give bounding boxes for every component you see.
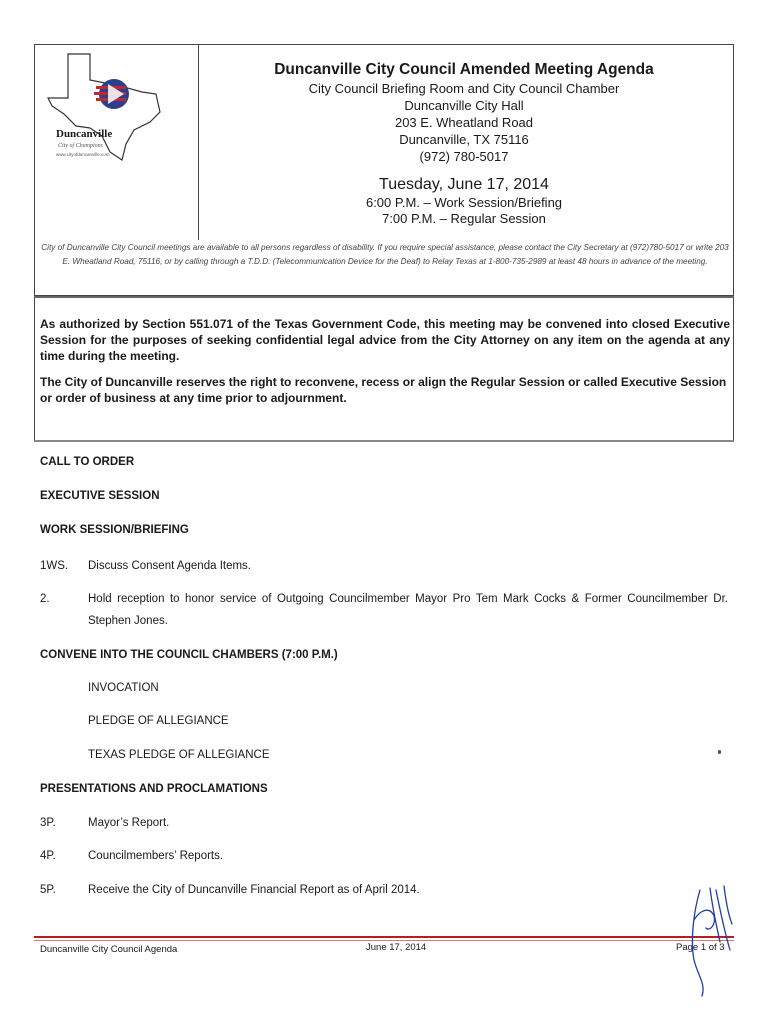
reconvene-notice: The City of Duncanville reserves the right to reconvene, recess or align the Regular Session or called Executive Session or order of business at any time prior to adjournment.	[40, 375, 727, 405]
address-line-phone: (972) 780-5017	[419, 149, 509, 164]
title-block	[198, 60, 730, 227]
logo-tagline: City of Champions	[58, 143, 104, 149]
logo-city-name: Duncanville	[56, 128, 113, 140]
invocation-item: INVOCATION	[88, 682, 159, 694]
scan-speck	[718, 750, 721, 754]
executive-session-heading: EXECUTIVE SESSION	[40, 490, 160, 502]
item-3p-text: Mayor’s Report.	[88, 817, 170, 829]
item-2-text: Hold reception to honor service of Outgoing Councilmember Mayor Pro Tem Mark Cocks & Former Councilmember Dr. Stephen Jones.	[88, 593, 728, 627]
work-session-heading: WORK SESSION/BRIEFING	[40, 524, 189, 536]
executive-session-notice: As authorized by Section 551.071 of the Texas Government Code, this meeting may be convened into closed Executive Session for the purposes of seeking confidential legal advice from the City Attorney on any item on the agenda at any time during the meeting.	[40, 317, 730, 363]
presentations-heading: PRESENTATIONS AND PROCLAMATIONS	[40, 783, 268, 795]
item-4p-number: 4P.	[40, 850, 56, 862]
item-1ws-number: 1WS.	[40, 560, 69, 572]
signature-initials-icon	[680, 880, 736, 1000]
item-5p-number: 5P.	[40, 884, 56, 896]
convene-heading: CONVENE INTO THE COUNCIL CHAMBERS (7:00 P.M.)	[40, 649, 338, 661]
item-3p-number: 3P.	[40, 817, 56, 829]
item-2-number: 2.	[40, 593, 50, 605]
footer-document-name: Duncanville City Council Agenda	[40, 944, 178, 955]
address-line-city: Duncanville, TX 75116	[399, 132, 529, 147]
footer-page-number: Page 1 of 3	[676, 942, 725, 953]
notice-divider	[34, 440, 734, 442]
call-to-order-heading: CALL TO ORDER	[40, 456, 135, 468]
accessibility-notice: City of Duncanville City Council meetings are available to all persons regardless of disability. If you require special assistance, please contact the City Secretary at (972)780-5017 or write 203 E. Wheatland Road, 75116, or by calling through a T.D.D. (Telecommunication Device for the Deaf) to Relay Texas at 1-800-735-2989 at least 48 hours in advance of the meeting.	[41, 243, 729, 266]
footer-rule-thin	[34, 940, 734, 941]
logo-url: www.cityofduncanville.com	[56, 152, 110, 157]
texas-pledge-item: TEXAS PLEDGE OF ALLEGIANCE	[88, 749, 270, 761]
meeting-date: Tuesday, June 17, 2014	[379, 176, 549, 193]
work-session-time: 6:00 P.M. – Work Session/Briefing	[365, 195, 563, 210]
footer-rule	[34, 936, 734, 938]
item-5p-text: Receive the City of Duncanville Financial Report as of April 2014.	[88, 884, 420, 896]
address-line-venue: City Council Briefing Room and City Council Chamber	[308, 81, 620, 96]
item-1ws-text: Discuss Consent Agenda Items.	[88, 560, 251, 572]
pledge-item: PLEDGE OF ALLEGIANCE	[88, 715, 229, 727]
item-4p-text: Councilmembers’ Reports.	[88, 850, 224, 862]
agenda-title: Duncanville City Council Amended Meeting Agenda	[274, 61, 654, 78]
address-line-building: Duncanville City Hall	[404, 98, 524, 113]
regular-session-time: 7:00 P.M. – Regular Session	[382, 211, 546, 226]
address-line-street: 203 E. Wheatland Road	[394, 115, 534, 130]
footer-date: June 17, 2014	[366, 942, 427, 953]
